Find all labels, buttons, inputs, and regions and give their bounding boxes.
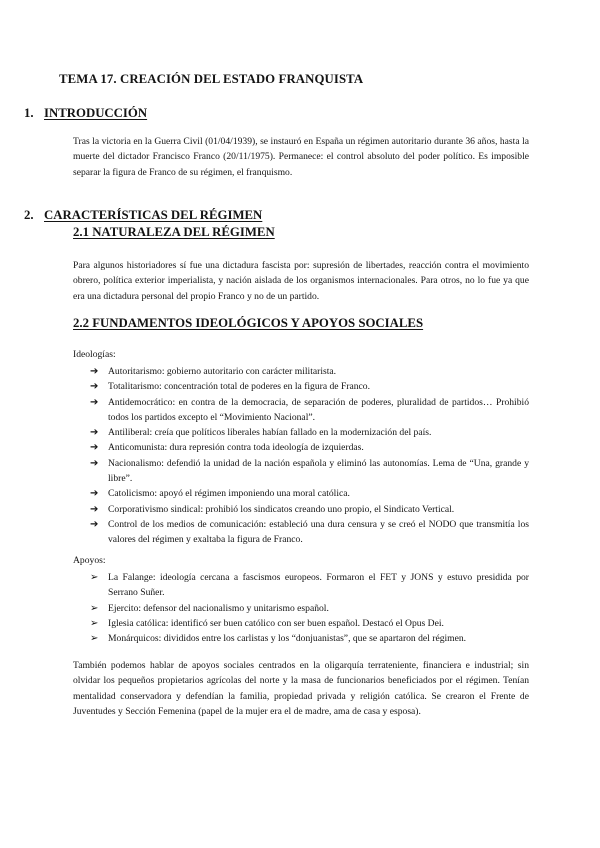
subsection-2-2-heading: 2.2 FUNDAMENTOS IDEOLÓGICOS Y APOYOS SOCIALES: [73, 316, 424, 330]
apoyo-item: [73, 601, 529, 616]
ideologia-item: [73, 440, 529, 455]
ideologia-item-text: Corporativismo sindical: prohibió los sindicatos creando uno propio, el Sindicato Vertical.: [108, 503, 455, 515]
section-1-heading: [24, 106, 147, 121]
apoyo-item: [73, 570, 529, 601]
ideologia-item-text: Autoritarismo: gobierno autoritario con carácter militarista.: [108, 366, 337, 377]
bullet-marker-icon: ➔: [90, 427, 99, 439]
section-2-number: 2.: [24, 208, 34, 222]
ideologia-item: [73, 364, 529, 379]
ideologia-item-text: Antidemocrático: en contra de la democracia, de separación de poderes, pluralidad de partidos… Prohibió todos los partidos excepto el “Movimiento Nacional”.: [108, 396, 529, 423]
apoyo-item-text: Monárquicos: divididos entre los carlistas y los “donjuanistas”, que se apartaron del régimen.: [108, 633, 467, 645]
bullet-marker-icon: ➢: [90, 572, 99, 583]
bullet-marker-icon: ➔: [90, 457, 99, 469]
bullet-marker-icon: ➔: [90, 518, 99, 530]
ideologias-label: Ideologías:: [73, 349, 116, 360]
naturaleza-paragraph: Para algunos historiadores sí fue una dictadura fascista por: supresión de libertades, reacción contra el movimiento obrero, política exterior imperialista, y nación aislada de los organismos internacionales. Para otros, no lo fue ya que era una dictadura personal del propio Franco y no de un partido.: [73, 260, 529, 302]
ideologia-item: [73, 379, 529, 394]
section-1-title: INTRODUCCIÓN: [44, 106, 148, 120]
apoyo-item: [73, 616, 529, 631]
ideologia-item-text: Antiliberal: creía que políticos liberales habían fallado en la modernización del país.: [108, 427, 432, 439]
section-1-number: 1.: [24, 106, 34, 120]
ideologias-list: [73, 364, 529, 548]
bullet-marker-icon: ➔: [90, 366, 99, 377]
ideologia-item: [73, 425, 529, 440]
bullet-marker-icon: ➢: [90, 633, 99, 645]
apoyo-item: [73, 631, 529, 646]
section-2-heading: [24, 208, 262, 223]
bullet-marker-icon: ➔: [90, 442, 99, 454]
ideologia-item: [73, 517, 529, 548]
ideologia-item-text: Catolicismo: apoyó el régimen imponiendo una moral católica.: [108, 488, 350, 500]
subsection-2-1-heading: 2.1 NATURALEZA DEL RÉGIMEN: [73, 225, 275, 239]
ideologia-item: [73, 456, 529, 487]
bullet-marker-icon: ➔: [90, 503, 99, 515]
ideologia-item-text: Totalitarismo: concentración total de poderes en la figura de Franco.: [108, 381, 370, 393]
intro-paragraph: Tras la victoria en la Guerra Civil (01/04/1939), se instauró en España un régimen autoritario durante 36 años, hasta la muerte del dictador Francisco Franco (20/11/1975). Permanece: el control absoluto del poder político. Es imposible separar la figura de Franco de su régimen, el franquismo.: [73, 136, 529, 178]
apoyo-item-text: Iglesia católica: identificó ser buen católico con ser buen español. Destacó el Opus Dei.: [108, 617, 444, 629]
bullet-marker-icon: ➔: [90, 381, 99, 393]
ideologia-item: [73, 502, 529, 517]
closing-paragraph: También podemos hablar de apoyos sociales centrados en la oligarquía terrateniente, financiera e industrial; sin olvidar los pequeños propietarios agrícolas del norte y la masa de funcionarios beneficiados por el régimen. Tenían mentalidad conservadora y defendían la familia, propiedad privada y religión católica. Se crearon el Frente de Juventudes y Sección Femenina (papel de la mujer era el de madre, ama de casa y esposa).: [73, 660, 529, 717]
bullet-marker-icon: ➔: [90, 488, 99, 500]
apoyos-list: [73, 570, 529, 646]
apoyos-label: Apoyos:: [73, 555, 106, 566]
ideologia-item-text: Anticomunista: dura represión contra toda ideología de izquierdas.: [108, 442, 364, 454]
bullet-marker-icon: ➢: [90, 602, 99, 614]
bullet-marker-icon: ➢: [90, 617, 99, 629]
section-2-title: CARACTERÍSTICAS DEL RÉGIMEN: [44, 208, 263, 222]
bullet-marker-icon: ➔: [90, 396, 99, 408]
ideologia-item-text: Nacionalismo: defendió la unidad de la nación española y eliminó las autonomías. Lema de “Una, grande y libre”.: [108, 457, 529, 485]
apoyo-item-text: La Falange: ideología cercana a fascismos europeos. Formaron el FET y JONS y estuvo presidida por Serrano Suñer.: [108, 572, 529, 599]
document-title: TEMA 17. CREACIÓN DEL ESTADO FRANQUISTA: [59, 72, 364, 86]
ideologia-item-text: Control de los medios de comunicación: estableció una dura censura y se creó el NODO que transmitía los valores del régimen y exaltaba la figura de Franco.: [108, 518, 529, 546]
apoyo-item-text: Ejercito: defensor del nacionalismo y unitarismo español.: [108, 602, 329, 614]
ideologia-item: [73, 395, 529, 426]
ideologia-item: [73, 486, 529, 501]
